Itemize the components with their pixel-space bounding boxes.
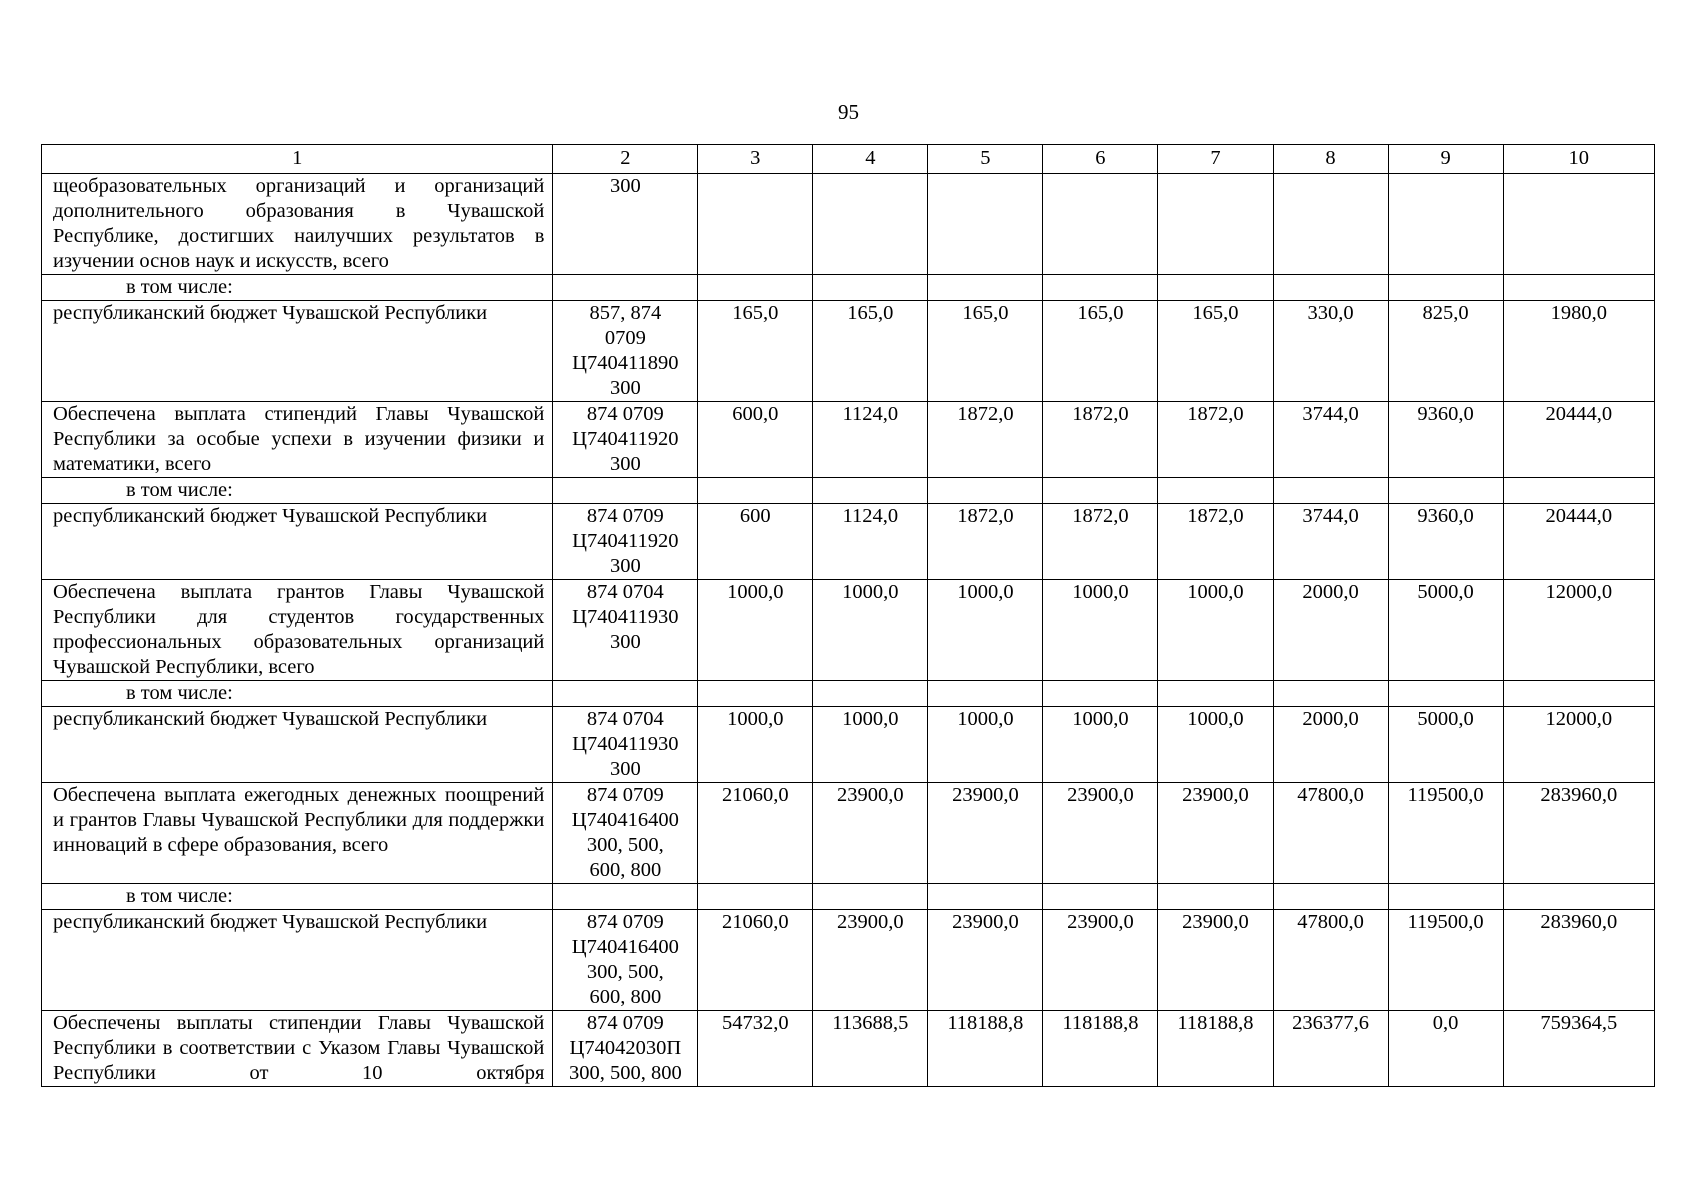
empty-cell (1158, 275, 1273, 301)
empty-cell (928, 275, 1043, 301)
value-cell: 825,0 (1388, 301, 1503, 402)
empty-cell (698, 275, 813, 301)
value-cell: 1872,0 (1043, 504, 1158, 580)
value-cell (928, 174, 1043, 275)
value-cell: 759364,5 (1503, 1011, 1654, 1087)
value-cell: 1000,0 (928, 707, 1043, 783)
value-cell: 9360,0 (1388, 504, 1503, 580)
value-cell: 20444,0 (1503, 504, 1654, 580)
value-cell: 23900,0 (1043, 783, 1158, 884)
description-cell: республиканский бюджет Чувашской Республики (42, 707, 553, 783)
value-cell: 1872,0 (928, 504, 1043, 580)
value-cell: 1000,0 (1158, 707, 1273, 783)
table-row (42, 1011, 1655, 1087)
table-row (42, 504, 1655, 580)
value-cell (1043, 174, 1158, 275)
table-row (42, 783, 1655, 884)
value-cell: 9360,0 (1388, 402, 1503, 478)
header-cell: 5 (928, 145, 1043, 174)
value-cell: 5000,0 (1388, 707, 1503, 783)
value-cell: 3744,0 (1273, 504, 1388, 580)
empty-cell (1273, 478, 1388, 504)
empty-cell (928, 478, 1043, 504)
empty-cell (553, 275, 698, 301)
table-row (42, 580, 1655, 681)
table-row (42, 707, 1655, 783)
budget-code-line: 874 0709 (586, 403, 664, 425)
empty-cell (1503, 275, 1654, 301)
empty-cell (813, 681, 928, 707)
value-cell: 23900,0 (928, 910, 1043, 1011)
budget-code-cell (553, 1011, 698, 1087)
budget-code-cell (553, 301, 698, 402)
value-cell: 600 (698, 504, 813, 580)
value-cell: 165,0 (813, 301, 928, 402)
value-cell: 23900,0 (928, 783, 1043, 884)
value-cell: 2000,0 (1273, 580, 1388, 681)
table-row (42, 301, 1655, 402)
value-cell: 21060,0 (698, 910, 813, 1011)
header-cell: 2 (553, 145, 698, 174)
value-cell: 20444,0 (1503, 402, 1654, 478)
budget-code-line: 300 (609, 453, 641, 475)
budget-code-line: 0709 (604, 327, 646, 349)
budget-code-line: 300 (609, 631, 641, 653)
description-cell: Обеспечена выплата ежегодных денежных поощрений и грантов Главы Чувашской Республики для поддержки инноваций в сфере образования, всего (42, 783, 553, 884)
value-cell: 0,0 (1388, 1011, 1503, 1087)
value-cell: 5000,0 (1388, 580, 1503, 681)
value-cell: 1000,0 (698, 580, 813, 681)
value-cell (1273, 174, 1388, 275)
budget-code-line: 300 (609, 377, 641, 399)
value-cell: 1000,0 (928, 580, 1043, 681)
budget-code-line: Ц740411930 (572, 733, 679, 755)
value-cell: 47800,0 (1273, 783, 1388, 884)
value-cell: 1000,0 (1158, 580, 1273, 681)
value-cell: 283960,0 (1503, 783, 1654, 884)
budget-code-line: Ц74042030П (569, 1037, 682, 1059)
empty-cell (1388, 478, 1503, 504)
empty-cell (1503, 884, 1654, 910)
description-cell: Обеспечена выплата стипендий Главы Чувашской Республики за особые успехи в изучении физики и математики, всего (42, 402, 553, 478)
value-cell: 23900,0 (813, 783, 928, 884)
table-body (42, 174, 1655, 1087)
value-cell: 1872,0 (1043, 402, 1158, 478)
header-cell: 8 (1273, 145, 1388, 174)
value-cell: 23900,0 (1158, 783, 1273, 884)
description-cell: щеобразовательных организаций и организаций дополнительного образования в Чувашской Республике, достигших наилучших результатов в изучении основ наук и искусств, всего (42, 174, 553, 275)
budget-code-line: 874 0709 (586, 784, 664, 806)
empty-cell (813, 478, 928, 504)
value-cell: 23900,0 (813, 910, 928, 1011)
empty-cell (1503, 681, 1654, 707)
budget-code-line: 874 0704 (586, 708, 664, 730)
empty-cell (1273, 275, 1388, 301)
value-cell: 1000,0 (698, 707, 813, 783)
table-row (42, 478, 1655, 504)
empty-cell (1043, 884, 1158, 910)
header-cell: 4 (813, 145, 928, 174)
budget-code-line: 300 (609, 175, 641, 197)
empty-cell (553, 681, 698, 707)
budget-code-line: 300, 500, (586, 834, 664, 856)
value-cell: 113688,5 (813, 1011, 928, 1087)
empty-cell (1158, 478, 1273, 504)
value-cell: 21060,0 (698, 783, 813, 884)
value-cell: 118188,8 (928, 1011, 1043, 1087)
table-header (42, 145, 1655, 174)
value-cell: 12000,0 (1503, 707, 1654, 783)
budget-code-line: 600, 800 (589, 859, 662, 881)
empty-cell (553, 884, 698, 910)
budget-code-line: Ц740416400 (571, 809, 679, 831)
budget-code-line: 600, 800 (589, 986, 662, 1008)
budget-code-line: 300, 500, (586, 961, 664, 983)
header-cell: 9 (1388, 145, 1503, 174)
budget-code-line: Ц740411920 (572, 428, 679, 450)
empty-cell (1043, 478, 1158, 504)
value-cell (1388, 174, 1503, 275)
subheading-cell: в том числе: (42, 681, 553, 707)
budget-code-cell (553, 402, 698, 478)
empty-cell (1503, 478, 1654, 504)
budget-code-cell (553, 174, 698, 275)
header-cell: 7 (1158, 145, 1273, 174)
value-cell: 236377,6 (1273, 1011, 1388, 1087)
value-cell: 165,0 (928, 301, 1043, 402)
budget-code-line: 874 0704 (586, 581, 664, 603)
budget-code-line: 874 0709 (586, 911, 664, 933)
budget-code-line: Ц740416400 (571, 936, 679, 958)
header-cell: 1 (42, 145, 553, 174)
value-cell: 118188,8 (1158, 1011, 1273, 1087)
empty-cell (553, 478, 698, 504)
value-cell: 165,0 (1043, 301, 1158, 402)
budget-code-line: 857, 874 (589, 302, 662, 324)
empty-cell (1158, 884, 1273, 910)
empty-cell (928, 681, 1043, 707)
empty-cell (928, 884, 1043, 910)
subheading-cell: в том числе: (42, 275, 553, 301)
budget-code-line: 300, 500, 800 (568, 1062, 682, 1084)
value-cell: 3744,0 (1273, 402, 1388, 478)
empty-cell (1043, 275, 1158, 301)
subheading-cell: в том числе: (42, 478, 553, 504)
empty-cell (698, 884, 813, 910)
table-row (42, 910, 1655, 1011)
table-row (42, 275, 1655, 301)
page-number: 95 (838, 100, 859, 124)
value-cell: 1000,0 (1043, 580, 1158, 681)
value-cell: 1872,0 (1158, 402, 1273, 478)
header-cell: 6 (1043, 145, 1158, 174)
value-cell (1158, 174, 1273, 275)
value-cell: 23900,0 (1158, 910, 1273, 1011)
value-cell: 1000,0 (813, 707, 928, 783)
budget-code-cell (553, 504, 698, 580)
empty-cell (1043, 681, 1158, 707)
value-cell: 1124,0 (813, 402, 928, 478)
empty-cell (1388, 681, 1503, 707)
empty-cell (813, 884, 928, 910)
value-cell: 165,0 (1158, 301, 1273, 402)
budget-code-line: 300 (609, 555, 641, 577)
value-cell: 283960,0 (1503, 910, 1654, 1011)
empty-cell (1388, 275, 1503, 301)
value-cell: 119500,0 (1388, 910, 1503, 1011)
empty-cell (698, 681, 813, 707)
value-cell: 119500,0 (1388, 783, 1503, 884)
empty-cell (813, 275, 928, 301)
value-cell: 1000,0 (813, 580, 928, 681)
header-row (42, 145, 1655, 174)
budget-code-cell (553, 707, 698, 783)
budget-code-cell (553, 783, 698, 884)
budget-code-line: 874 0709 (586, 505, 664, 527)
budget-code-line: 300 (609, 758, 641, 780)
table-row (42, 884, 1655, 910)
description-cell: республиканский бюджет Чувашской Республики (42, 504, 553, 580)
description-cell: Обеспечена выплата грантов Главы Чувашской Республики для студентов государственных профессиональных образовательных организаций Чувашской Республики, всего (42, 580, 553, 681)
subheading-cell: в том числе: (42, 884, 553, 910)
budget-code-cell (553, 580, 698, 681)
value-cell (1503, 174, 1654, 275)
header-cell: 3 (698, 145, 813, 174)
value-cell (813, 174, 928, 275)
value-cell: 118188,8 (1043, 1011, 1158, 1087)
empty-cell (1273, 884, 1388, 910)
empty-cell (1273, 681, 1388, 707)
value-cell: 330,0 (1273, 301, 1388, 402)
empty-cell (698, 478, 813, 504)
budget-code-line: Ц740411890 (572, 352, 679, 374)
empty-cell (1388, 884, 1503, 910)
budget-code-cell (553, 910, 698, 1011)
budget-table (41, 144, 1655, 1087)
table-row (42, 681, 1655, 707)
value-cell: 600,0 (698, 402, 813, 478)
description-cell: республиканский бюджет Чувашской Республики (42, 301, 553, 402)
table-row (42, 402, 1655, 478)
value-cell (698, 174, 813, 275)
description-cell: республиканский бюджет Чувашской Республики (42, 910, 553, 1011)
value-cell: 23900,0 (1043, 910, 1158, 1011)
value-cell: 54732,0 (698, 1011, 813, 1087)
budget-code-line: 874 0709 (586, 1012, 664, 1034)
value-cell: 2000,0 (1273, 707, 1388, 783)
value-cell: 1000,0 (1043, 707, 1158, 783)
value-cell: 1980,0 (1503, 301, 1654, 402)
description-cell: Обеспечены выплаты стипендии Главы Чувашской Республики в соответствии с Указом Главы Чувашской Республики от 10 октября (42, 1011, 553, 1087)
table-row (42, 174, 1655, 275)
value-cell: 47800,0 (1273, 910, 1388, 1011)
budget-code-line: Ц740411930 (572, 606, 679, 628)
value-cell: 1124,0 (813, 504, 928, 580)
empty-cell (1158, 681, 1273, 707)
value-cell: 1872,0 (1158, 504, 1273, 580)
header-cell: 10 (1503, 145, 1654, 174)
value-cell: 165,0 (698, 301, 813, 402)
budget-code-line: Ц740411920 (572, 530, 679, 552)
value-cell: 1872,0 (928, 402, 1043, 478)
value-cell: 12000,0 (1503, 580, 1654, 681)
